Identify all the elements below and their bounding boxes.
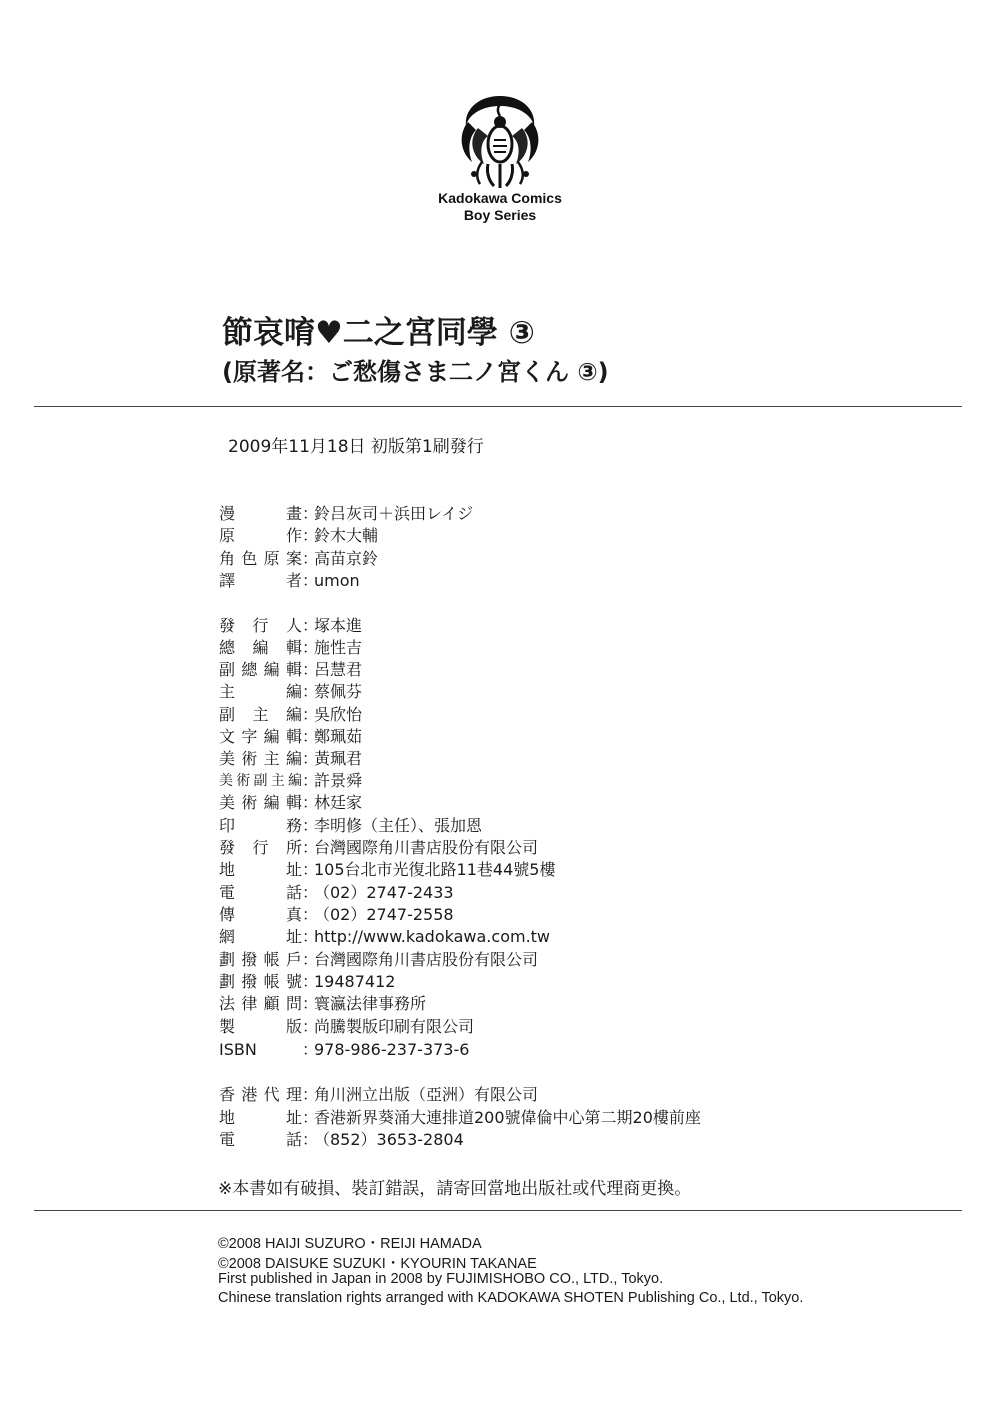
credit-value: 105台北市光復北路11巷44號5樓 <box>314 860 556 879</box>
credit-separator: ： <box>302 994 319 1013</box>
credit-row <box>219 838 538 858</box>
credit-value: 鈴吕灰司＋浜田レイジ <box>314 504 474 523</box>
credit-row <box>219 1040 469 1060</box>
credit-row <box>219 638 362 658</box>
credit-label: 傳真 <box>219 905 302 924</box>
credit-value: 鈴木大輔 <box>314 526 379 545</box>
credit-label: 文字編輯 <box>219 727 302 746</box>
credit-label: ISBN <box>219 1040 257 1059</box>
credit-row <box>219 905 454 925</box>
credit-value: umon <box>314 571 360 590</box>
credit-label: 發行人 <box>219 616 302 635</box>
credit-row <box>219 771 362 791</box>
phoenix-emblem-icon <box>438 92 562 192</box>
credit-row <box>219 571 360 591</box>
credit-row <box>219 705 362 725</box>
credit-value: 李明修（主任）、張加恩 <box>314 816 483 835</box>
credit-value: 吳欣怡 <box>314 705 363 724</box>
credit-label: 總編輯 <box>219 638 302 657</box>
credit-row <box>219 682 362 702</box>
credit-value: 尚騰製版印刷有限公司 <box>314 1017 475 1036</box>
credit-separator: ： <box>302 816 319 835</box>
credit-separator: ： <box>302 1130 319 1149</box>
series-name-line2: Boy Series <box>463 207 537 223</box>
credit-row <box>219 1017 474 1037</box>
credit-separator: ： <box>302 972 319 991</box>
credit-row <box>219 549 378 569</box>
credit-row <box>219 1130 464 1150</box>
credit-value: 林廷家 <box>314 793 363 812</box>
credit-row <box>219 793 362 813</box>
credit-value: 黃珮君 <box>314 749 363 768</box>
series-name-line1: Kadokawa Comics <box>438 190 562 206</box>
credit-separator: ： <box>302 927 319 946</box>
credit-separator: ： <box>302 1017 319 1036</box>
credit-separator: ： <box>302 838 319 857</box>
credit-row <box>219 972 395 992</box>
credit-label: 香港代理 <box>219 1085 302 1104</box>
credit-separator: ： <box>302 793 319 812</box>
credit-separator: ： <box>302 1108 319 1127</box>
credit-separator: ： <box>302 905 319 924</box>
credit-label: 美術編輯 <box>219 793 302 812</box>
credit-row <box>219 994 426 1014</box>
credit-row <box>219 927 550 947</box>
credit-separator: ： <box>302 526 319 545</box>
credit-label: 角色原案 <box>219 549 302 568</box>
credit-row <box>219 883 454 903</box>
credit-value: 塚本進 <box>314 616 363 635</box>
credit-label: 劃撥帳號 <box>219 972 302 991</box>
credit-row <box>219 860 555 880</box>
credit-row <box>219 727 362 747</box>
divider-top <box>34 406 962 407</box>
credit-row <box>219 816 482 836</box>
credit-label: 地址 <box>219 860 302 879</box>
credit-value: 施性吉 <box>314 638 363 657</box>
credit-separator: ： <box>302 771 319 790</box>
credit-label: 劃撥帳戶 <box>219 950 302 969</box>
credit-separator: ： <box>302 616 319 635</box>
credit-label: 地址 <box>219 1108 302 1127</box>
edition-date: 2009年11月18日 初版第1刷發行 <box>228 437 484 457</box>
credit-label: 美術主編 <box>219 749 302 768</box>
divider-bottom <box>34 1210 962 1211</box>
credit-separator: ： <box>302 1040 319 1059</box>
credit-separator: ： <box>302 682 319 701</box>
credit-value: 許景舜 <box>314 771 363 790</box>
copyright-line: ©2008 HAIJI SUZURO・REIJI HAMADA <box>218 1236 482 1252</box>
copyright-line: First published in Japan in 2008 by FUJIMISHOBO CO., LTD., Tokyo. <box>218 1271 664 1287</box>
credit-value: 台灣國際角川書店股份有限公司 <box>314 838 539 857</box>
credit-label: 美術副主編 <box>219 773 302 789</box>
book-title: 節哀唷♥二之宮同學 ③ <box>222 315 535 351</box>
credit-value: （852）3653-2804 <box>314 1130 464 1149</box>
credit-separator: ： <box>302 727 319 746</box>
credit-row <box>219 749 362 769</box>
credit-label: 製版 <box>219 1017 302 1036</box>
credit-separator: ： <box>302 950 319 969</box>
credit-label: 副總編輯 <box>219 660 302 679</box>
credit-value: （02）2747-2433 <box>314 883 454 902</box>
credit-label: 譯者 <box>219 571 302 590</box>
credit-label: 原作 <box>219 526 302 545</box>
credit-value: 角川洲立出版（亞洲）有限公司 <box>314 1085 539 1104</box>
credit-value: 鄭珮茹 <box>314 727 363 746</box>
credit-value: 寰瀛法律事務所 <box>314 994 427 1013</box>
credit-label: 主編 <box>219 682 302 701</box>
credit-separator: ： <box>302 638 319 657</box>
credit-separator: ： <box>302 660 319 679</box>
credit-label: 印務 <box>219 816 302 835</box>
credit-label: 電話 <box>219 1130 302 1149</box>
credit-label: 法律顧問 <box>219 994 302 1013</box>
credit-separator: ： <box>302 749 319 768</box>
credit-separator: ： <box>302 571 319 590</box>
credit-separator: ： <box>302 504 319 523</box>
credit-row <box>219 1108 701 1128</box>
credit-separator: ： <box>302 860 319 879</box>
credit-row <box>219 950 538 970</box>
original-title: (原著名：ご愁傷さま二ノ宮くん ③) <box>222 358 609 386</box>
copyright-line: Chinese translation rights arranged with KADOKAWA SHOTEN Publishing Co., Ltd., Tokyo. <box>218 1290 804 1306</box>
credit-label: 漫畫 <box>219 504 302 523</box>
credit-value: http://www.kadokawa.com.tw <box>314 927 551 946</box>
credit-label: 發行所 <box>219 838 302 857</box>
credit-value: 高苗京鈴 <box>314 549 379 568</box>
credit-row <box>219 504 473 524</box>
copyright-line: ©2008 DAISUKE SUZUKI・KYOURIN TAKANAE <box>218 1256 537 1272</box>
credit-row <box>219 1085 538 1105</box>
credit-row <box>219 616 362 636</box>
credit-row <box>219 526 378 546</box>
credit-value: 香港新界葵涌大連排道200號偉倫中心第二期20樓前座 <box>314 1108 701 1127</box>
publisher-logo <box>438 92 562 192</box>
credit-row <box>219 660 362 680</box>
credit-label: 電話 <box>219 883 302 902</box>
credit-separator: ： <box>302 1085 319 1104</box>
credit-separator: ： <box>302 549 319 568</box>
credit-separator: ： <box>302 883 319 902</box>
credit-separator: ： <box>302 705 319 724</box>
credit-label: 副主編 <box>219 705 302 724</box>
credit-value: 呂慧君 <box>314 660 363 679</box>
credit-label: 網址 <box>219 927 302 946</box>
credit-value: （02）2747-2558 <box>314 905 454 924</box>
damage-notice: ※本書如有破損、裝訂錯誤，請寄回當地出版社或代理商更換。 <box>218 1179 692 1199</box>
credit-value: 台灣國際角川書店股份有限公司 <box>314 950 539 969</box>
credit-value: 19487412 <box>314 972 396 991</box>
credit-value: 蔡佩芬 <box>314 682 363 701</box>
credit-value: 978-986-237-373-6 <box>314 1040 470 1059</box>
